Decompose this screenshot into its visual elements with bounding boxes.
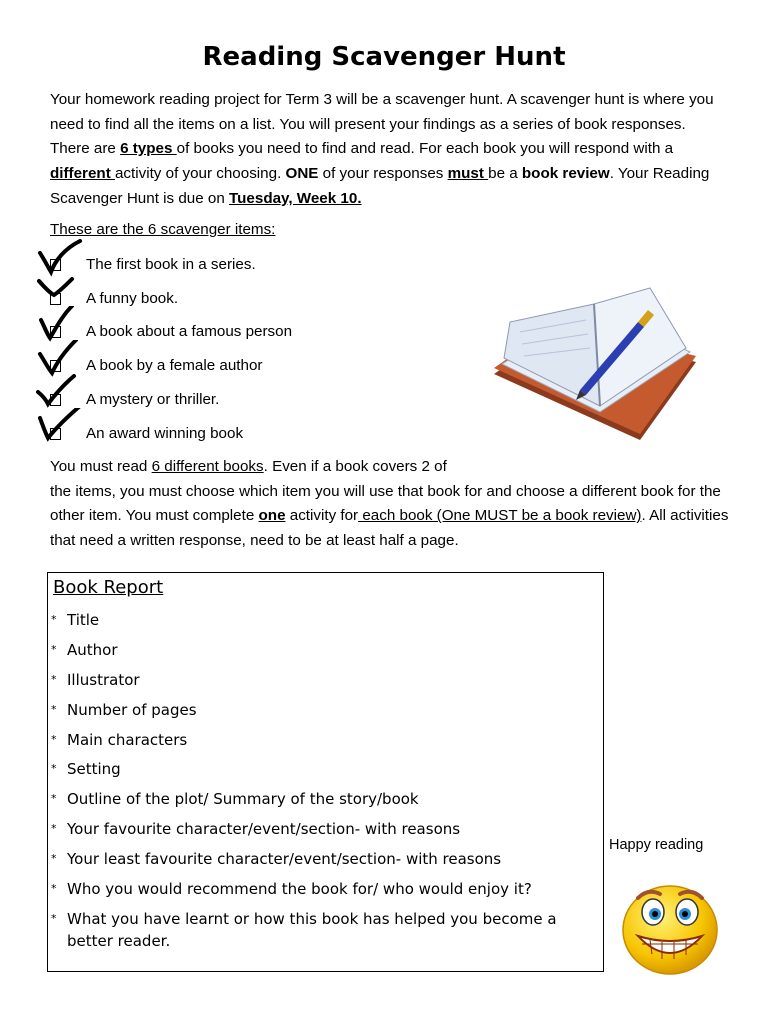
happy-reading-text: Happy reading: [609, 837, 704, 853]
list-item: * Author: [51, 640, 118, 659]
checkmark-icon: [36, 408, 82, 446]
checkmark-icon: [36, 239, 82, 277]
list-item: * Setting: [51, 760, 121, 779]
checkmark-icon: [36, 306, 82, 344]
scavenger-item-label: A book by a female author: [86, 357, 263, 374]
list-item: * Number of pages: [51, 700, 197, 719]
list-item: * Who you would recommend the book for/ who would enjoy it?: [51, 880, 532, 899]
scavenger-item-label: A book about a famous person: [86, 323, 293, 340]
list-item: * Main characters: [51, 730, 188, 749]
open-book-with-pen-icon: [490, 282, 700, 442]
list-item: * What you have learnt or how this book has helped you become a better reader.: [51, 909, 557, 950]
list-item: * Illustrator: [51, 670, 140, 689]
grinning-smiley-icon: [620, 880, 720, 976]
list-item: * Title: [51, 611, 100, 629]
due-date: Tuesday, Week 10.: [229, 189, 362, 207]
scavenger-item-label: An award winning book: [86, 425, 244, 442]
book-report-title: Book Report: [53, 577, 164, 598]
requirements-paragraph: You must read 6 different books. Even if a book covers 2 of the items, you must choose which item you will use that book for and choose a different book for the other item. You must complete one activity for each book (One MUST be a book review). All activities that need a written response, need to be at least half a page.: [50, 458, 729, 550]
checkmark-icon: [36, 374, 82, 412]
six-types-emphasis: 6 types: [120, 140, 177, 158]
page-title: Reading Scavenger Hunt: [202, 42, 566, 72]
different-emphasis: different: [50, 165, 115, 183]
scavenger-items-heading: These are the 6 scavenger items:: [50, 221, 276, 238]
book-report-list: [51, 609, 591, 960]
scavenger-item-label: The first book in a series.: [86, 256, 256, 273]
list-item: * Your favourite character/event/section- with reasons: [51, 820, 461, 839]
intro-paragraph: Your homework reading project for Term 3 will be a scavenger hunt. A scavenger hunt is where you need to find all the items on a list. You will present your findings as a series of book responses. There are 6 types of books you need to find and read. For each book you will respond with a different activity of your choosing. ONE of your responses must be a book review. Your Reading Scavenger Hunt is due on Tuesday, Week 10.: [50, 91, 714, 207]
list-item: * Outline of the plot/ Summary of the story/book: [51, 790, 419, 809]
book-report-box: [47, 572, 604, 972]
checkmark-icon: [36, 340, 82, 378]
six-books-emphasis: 6 different books: [151, 458, 264, 475]
list-item: * Your least favourite character/event/section- with reasons: [51, 850, 502, 869]
scavenger-item-label: A mystery or thriller.: [86, 391, 220, 408]
scavenger-item-label: A funny book.: [86, 290, 179, 307]
